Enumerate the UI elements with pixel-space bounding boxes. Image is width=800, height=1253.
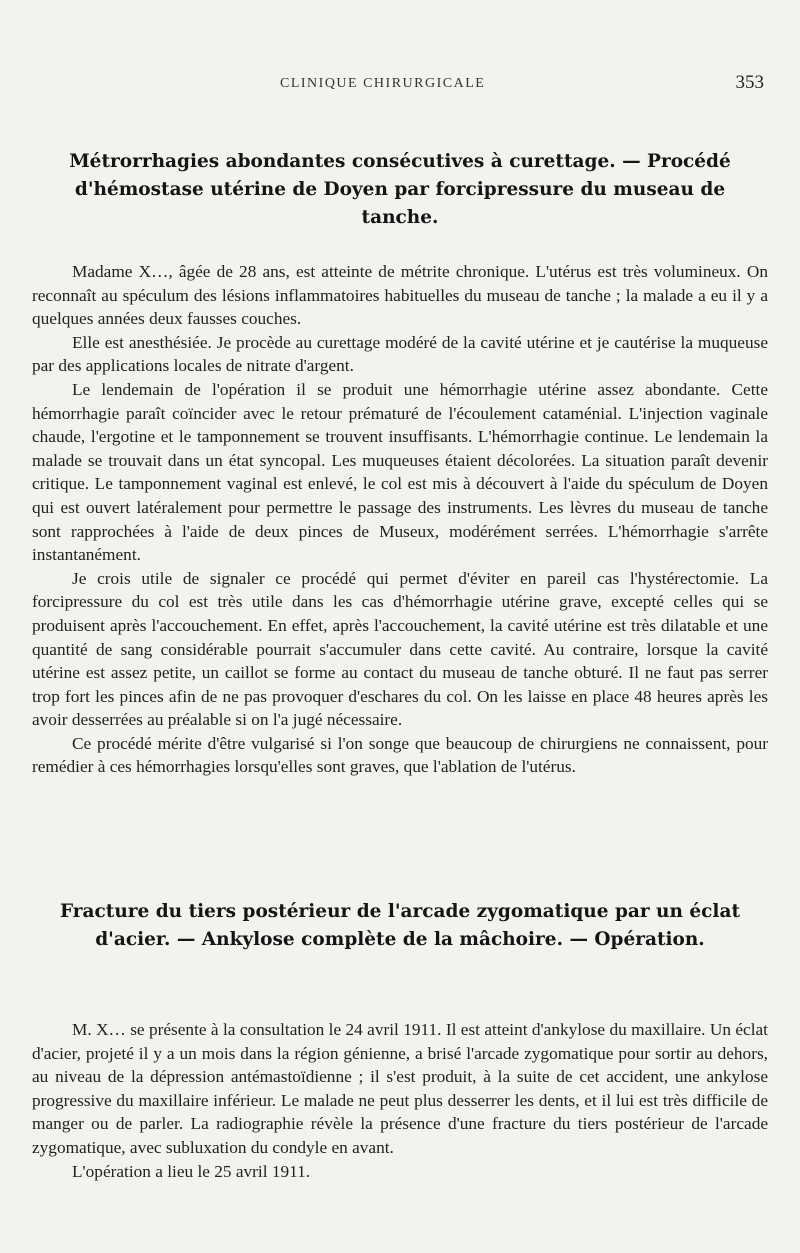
paragraph: M. X… se présente à la consultation le 24 avril 1911. Il est atteint d'ankylose du maxillaire. Un éclat d'acier, projeté il y a un mois dans la région génienne, a brisé l'arcade zygomatique pour sortir au dehors, au niveau de la dépression antémastoïdienne ; il s'est produit, à la suite de cet accident, une ankylose progressive du maxillaire inférieur. Le malade ne peut plus desserrer les dents, et il lui est très difficile de manger ou de parler. La radiographie révèle la présence d'une fracture du tiers postérieur de l'arcade zygomatique, avec subluxation du condyle en avant. — [32, 1020, 768, 1157]
paragraph: Le lendemain de l'opération il se produit une hémorrhagie utérine assez abondante. Cette hémorrhagie paraît coïncider avec le retour prématuré de l'écoulement cataménial. L'injection vaginale chaude, l'ergotine et le tamponnement se trouvent insuffisants. L'hémorrhagie continue. Le lendemain la malade se trouvait dans un état syncopal. Les muqueuses étaient décolorées. La situation paraît devenir critique. Le tamponnement vaginal est enlevé, le col est mis à découvert à l'aide du spéculum de Doyen qui est ouvert latéralement pour permettre le passage des instruments. Les lèvres du museau de tanche sont rapprochées à l'aide de deux pinces de Museux, modérément serrées. L'hémorrhagie s'arrête instantanément. — [32, 379, 768, 565]
page-number: 353 — [735, 72, 764, 93]
article-body — [32, 260, 768, 779]
article-title: Fracture du tiers postérieur de l'arcade zygomatique par un éclat d'acier. — Ankylose complète de la mâchoire. — Opération. — [59, 901, 740, 950]
running-header: CLINIQUE CHIRURGICALE — [280, 76, 486, 91]
paragraph: Je crois utile de signaler ce procédé qui permet d'éviter en pareil cas l'hystérectomie. La forcipressure du col est très utile dans les cas d'hémorrhagie utérine grave, excepté celles qui se produisent après l'accouchement. En effet, après l'accouchement, la cavité utérine est très dilatable et une quantité de sang considérable pourrait s'accumuler dans cette cavité. Au contraire, lorsque la cavité utérine est assez petite, un caillot se forme au contact du museau de tanche obturé. Il ne faut pas serrer trop fort les pinces afin de ne pas provoquer d'eschares du col. On les laisse en place 48 heures après les avoir desserrées au préalable si on l'a jugé nécessaire. — [32, 568, 768, 730]
paragraph: Elle est anesthésiée. Je procède au curettage modéré de la cavité utérine et je cautérise la muqueuse par des applications locales de nitrate d'argent. — [32, 332, 768, 376]
article-fracture-zygomatique — [0, 898, 800, 1181]
article-title: Métrorrhagies abondantes consécutives à curettage. — Procédé d'hémostase utérine de Doyen par forcipressure du museau de tanche. — [69, 151, 731, 228]
paragraph: Ce procédé mérite d'être vulgarisé si l'on songe que beaucoup de chirurgiens ne connaissent, pour remédier à ces hémorrhagies lorsqu'elles sont graves, que l'ablation de l'utérus. — [32, 733, 768, 777]
paragraph: L'opération a lieu le 25 avril 1911. — [72, 1161, 311, 1181]
article-metrorrhagies — [0, 148, 800, 777]
paragraph: Madame X…, âgée de 28 ans, est atteinte de métrite chronique. L'utérus est très volumineux. On reconnaît au spéculum des lésions inflammatoires habituelles du museau de tanche ; la malade a eu il y a quelques années deux fausses couches. — [32, 262, 768, 329]
article-body — [32, 1018, 768, 1183]
